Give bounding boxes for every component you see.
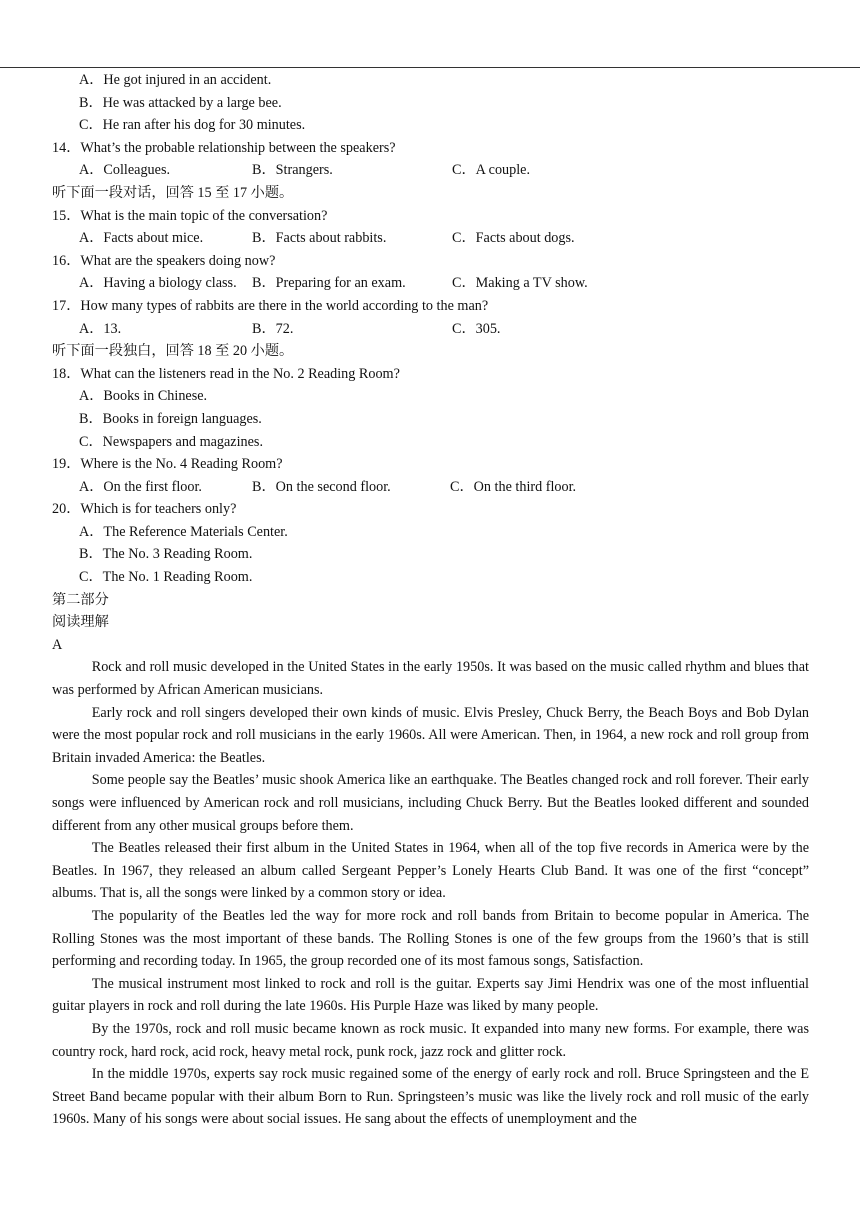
- section-instruction-18-20: 听下面一段独白，回答 18 至 20 小题。: [52, 343, 294, 360]
- q17-options: [52, 318, 809, 341]
- q15-options: [52, 227, 809, 250]
- q14-option-b: B．Strangers.: [252, 162, 333, 179]
- q15-option-c: C．Facts about dogs.: [452, 230, 575, 247]
- q16-option-a: A．Having a biology class.: [79, 275, 237, 292]
- q19-options: [52, 476, 809, 499]
- passage-paragraph-7: By the 1970s, rock and roll music became known as rock music. It expanded into many new forms. For example, there was country rock, hard rock, acid rock, heavy metal rock, punk rock, jazz rock and glitter rock.: [52, 1020, 809, 1060]
- q16-options: [52, 272, 809, 295]
- q17-option-c: C．305.: [452, 320, 501, 337]
- q18-option-c: C．Newspapers and magazines.: [79, 433, 263, 450]
- passage-paragraph-1: Rock and roll music developed in the United States in the early 1950s. It was based on the music called rhythm and blues that was performed by African American musicians.: [52, 659, 809, 699]
- passage-paragraph-3: Some people say the Beatles’ music shook America like an earthquake. The Beatles changed rock and roll forever. Their early songs were influenced by American rock and roll musicians, including Chuck Berry. But the Beatles looked different and sounded different from any other musical groups before them.: [52, 772, 809, 834]
- q15-option-b: B．Facts about rabbits.: [252, 230, 387, 247]
- q20-option-c: C．The No. 1 Reading Room.: [79, 569, 253, 586]
- q16-option-b: B．Preparing for an exam.: [252, 275, 406, 292]
- part-two-title: 第二部分: [52, 591, 109, 608]
- q19-option-c: C．On the third floor.: [450, 478, 577, 495]
- passage-label: A: [52, 636, 63, 653]
- q18-stem: 18．What can the listeners read in the No. 2 Reading Room?: [52, 365, 400, 382]
- q20-option-a: A．The Reference Materials Center.: [79, 523, 288, 540]
- q19-option-b: B．On the second floor.: [252, 478, 391, 495]
- q17-option-a: A．13.: [79, 320, 122, 337]
- q19-option-a: A．On the first floor.: [79, 478, 202, 495]
- passage-paragraph-4: The Beatles released their first album in the United States in 1964, when all of the top five records in America were by the Beatles. In 1967, they released an album called Sergeant Pepper’s Lonely Hearts Club Band. It was one of the first “concept” albums. That is, all the songs were linked by a common story or idea.: [52, 840, 809, 902]
- q15-option-a: A．Facts about mice.: [79, 230, 204, 247]
- passage-paragraph-8: In the middle 1970s, experts say rock music regained some of the energy of early rock and roll. Bruce Springsteen and the E Street Band became popular with their album Born to Run. Springsteen’s music was like the lively rock and roll music of the early 1960s. Many of his songs were about social issues. He sang about the effects of unemployment and the: [52, 1066, 809, 1128]
- passage-paragraph-2: Early rock and roll singers developed their own kinds of music. Elvis Presley, Chuck Berry, the Beach Boys and Bob Dylan were the most popular rock and roll musicians in the early 1960s. All were American. Then, in 1964, a new rock and roll group from Britain invaded America: the Beatles.: [52, 704, 809, 766]
- passage-paragraph-6: The musical instrument most linked to rock and roll is the guitar. Experts say Jimi Hendrix was one of the most influential guitar players in rock and roll during the late 1960s. His Purple Haze was liked by many people.: [52, 975, 809, 1015]
- reading-comprehension-title: 阅读理解: [52, 614, 109, 631]
- q13-option-c: C．He ran after his dog for 30 minutes.: [79, 117, 306, 134]
- passage-paragraph-5: The popularity of the Beatles led the way for more rock and roll bands from Britain to become popular in America. The Rolling Stones was the most important of these bands. The Rolling Stones is one of the few groups from the 1960’s that is still performing and recording today. In 1965, the group recorded one of its most famous songs, Satisfaction.: [52, 907, 809, 970]
- section-instruction-15-17: 听下面一段对话，回答 15 至 17 小题。: [52, 184, 294, 201]
- q20-option-b: B．The No. 3 Reading Room.: [79, 546, 253, 563]
- q14-option-c: C．A couple.: [452, 162, 531, 179]
- q20-stem: 20．Which is for teachers only?: [52, 501, 237, 518]
- q13-option-a: A．He got injured in an accident.: [79, 72, 272, 88]
- q14-stem: 14．What’s the probable relationship between the speakers?: [52, 139, 396, 156]
- q17-option-b: B．72.: [252, 320, 294, 337]
- q17-stem: 17．How many types of rabbits are there in the world according to the man?: [52, 297, 489, 314]
- q14-options: [52, 159, 809, 182]
- document-body: [52, 69, 809, 1131]
- q13-option-b: B．He was attacked by a large bee.: [79, 94, 282, 111]
- q18-option-b: B．Books in foreign languages.: [79, 410, 262, 427]
- header-rule: [0, 67, 860, 68]
- q14-option-a: A．Colleagues.: [79, 162, 171, 179]
- q18-option-a: A．Books in Chinese.: [79, 388, 208, 405]
- q19-stem: 19．Where is the No. 4 Reading Room?: [52, 456, 283, 473]
- q16-stem: 16．What are the speakers doing now?: [52, 252, 276, 269]
- q16-option-c: C．Making a TV show.: [452, 275, 588, 292]
- q15-stem: 15．What is the main topic of the conversation?: [52, 207, 328, 224]
